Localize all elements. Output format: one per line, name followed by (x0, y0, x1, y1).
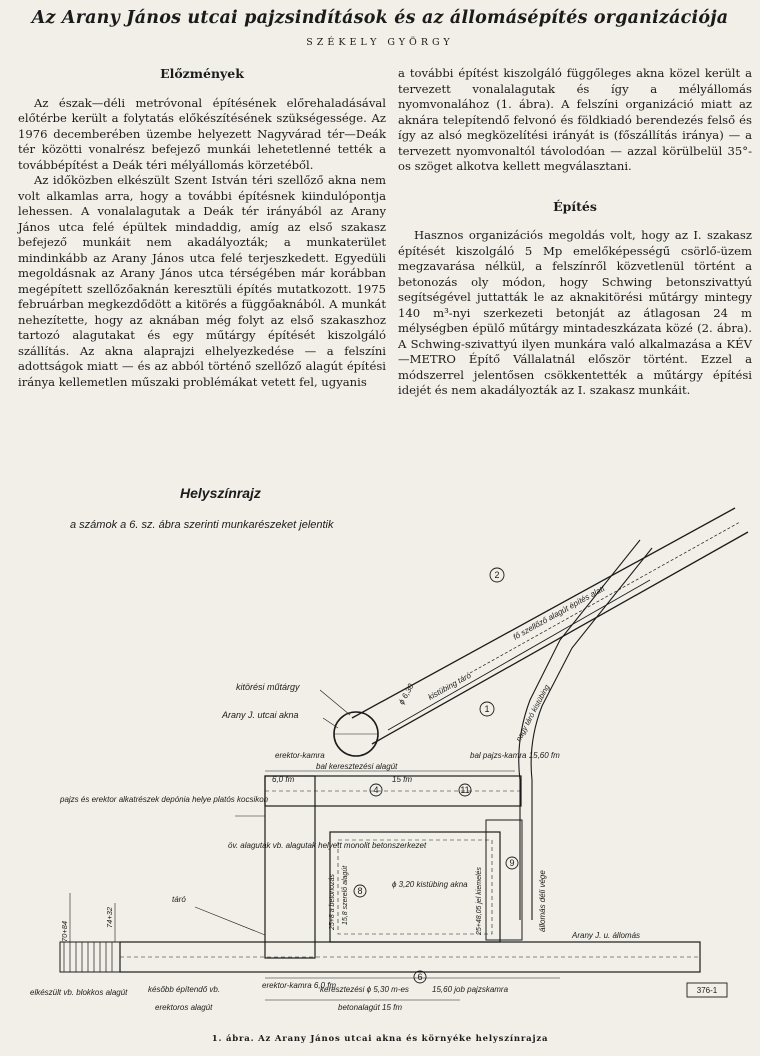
label-betonalagut: betonalagút 15 fm (338, 1003, 403, 1012)
label-jobb-pajzs: 15,60 job pajzskamra (432, 985, 509, 994)
label-akna: Arany J. utcai akna (222, 710, 299, 720)
ref-number-1: 1 (484, 704, 490, 714)
left-column (18, 66, 386, 390)
label-taro: táró (172, 895, 186, 904)
ref-number-9: 9 (509, 858, 515, 868)
label-allomas-deli: állomás déli vége (538, 870, 547, 932)
label-15fm-top: 15 fm (392, 775, 413, 784)
label-pajzs-erektor: pajzs és erektor alkatrészek depónia helye platós kocsikon (60, 795, 269, 804)
figure-caption: 1. ábra. Az Arany János utcai akna és környéke helyszínrajza (211, 1034, 549, 1044)
article-title: Az Arany János utcai pajzsindítások és az állomásépítés organizációja (31, 8, 729, 28)
paragraph: Az észak—déli metróvonal építésének előrehaladásával előtérbe került a folytatás előkészítésének szükségessége. Az 1976 decemberében üzembe helyezett Nagyvárad tér—Deák tér közötti vonalrész befejező munkái lehetetlenné tették a továbbépítést a Deák téri mélyállomás körzetéből. (18, 95, 386, 172)
ref-number-11: 11 (460, 785, 470, 795)
paragraph: a további építést kiszolgáló függőleges akna közel került a tervezett vonalalagutak és így a mélyállomás nyomvonalához (1. ábra). A felszíni organizáció miatt az aknára telepítendő felvonó és földkiadó berendezés felső és így az alsó megközelítési irányát is (főszállítás iránya) — a tervezett nyomvonaltól távolodóan — azzal körülbelül 35°-os szöget alkotva kellett megválasztani. (398, 66, 752, 173)
paragraph: Hasznos organizációs megoldás volt, hogy az I. szakasz építését kiszolgáló 5 Mp emelőképességű csörlő-üzem megzavarása nélkül, a felszínről közvetlenül történt a betonozás oly módon, hogy Schwing betonszivattyú segítségével juttatták le az aknakitörési műtárgy mintegy 140 m³-nyi szerkezeti betonját az átlagosan 24 m mélységben épülő műtárgy mintadeszkázata közé (2. ábra). A Schwing-szivattyú ilyen munkára való alkalmazása a KÉV—METRO Építő Vállalatnál először történt. Ezzel a módszerrel jelentősen csökkentették a műtárgy építési idejét és nem akadályozták az I. szakasz munkáit. (398, 228, 752, 397)
label-kistubing-taro: kistübing táró (426, 670, 473, 702)
ref-number-4: 4 (373, 785, 379, 795)
section-heading-elozmenyek: Előzmények (160, 66, 244, 81)
label-szerelo: 15,8 szerelő alagút (342, 865, 349, 925)
label-elkeszult: elkészült vb. blokkos alagút (30, 988, 128, 997)
label-nagy-taro: nagy táró kistübing (513, 683, 552, 743)
diagram-title: Helyszínrajz (180, 485, 261, 501)
label-fo-szellozo: fő szellőző alagút építés alatt (511, 583, 607, 642)
label-kistubing-akna: ϕ 3,20 kistübing akna (392, 880, 468, 889)
label-6fm-top: 6,0 fm (272, 775, 295, 784)
site-plan-diagram (0, 480, 760, 1020)
label-vert-25: 25+8 a betonozás (329, 874, 336, 930)
label-vert-r: 25+48,05 jel kiemelés (476, 867, 483, 935)
label-bal-pajzs: bal pajzs-kamra 15,60 fm (470, 751, 560, 760)
label-kesobb: később építendő vb. (148, 985, 221, 994)
ref-number-2: 2 (494, 570, 500, 580)
ref-number-8: 8 (357, 886, 363, 896)
label-d630: ϕ 6,30 (396, 682, 416, 706)
label-erektoros: erektoros alagút (155, 1003, 213, 1012)
figure-ref-number: 376-1 (696, 986, 718, 995)
right-column (398, 66, 752, 399)
ref-number-6: 6 (417, 972, 423, 982)
label-dim-70: 70+84 (60, 920, 69, 942)
label-erektor-kamra-top: erektor-kamra (275, 751, 325, 760)
section-heading-epites: Építés (553, 198, 597, 214)
label-arany-allomas: Arany J. u. állomás (572, 931, 641, 940)
paragraph: Az időközben elkészült Szent István téri szellőző akna nem volt alkamlas arra, hogy a további építésnek kiindulópontja lehessen. A vonalalagutak a Deák tér irányából az Arany János utca felé épültek mindaddig, amíg az első szakasz befejező munkáit nem akadályozták; a munkaterület mindinkább az Arany János utca felé terjeszkedett. Egyedüli megoldásnak az Arany János utca térségében már korábban megépített szellőzőaknán keresztüli építés mutatkozott. 1975 februárban megkezdődött a kitörés a függőaknából. A munkát nehezítette, hogy az aknában még folyt az első szakaszhoz tartozó alagutakat és egy műtárgy építését kiszolgáló szállítás. Az akna alaprajzi elhelyezkedése — a felszíni adottságok miatt — és az abból történő szellőző alagút építési iránya kellemetlen műszaki problémákat vetett fel, ugyanis (18, 173, 386, 389)
label-dim-74: 74+32 (105, 906, 114, 928)
article-author: SZÉKELY GYÖRGY (306, 37, 454, 48)
label-kitoresi: kitörési műtárgy (236, 682, 300, 692)
label-bal-kereszt: bal keresztezési alagút (316, 762, 398, 771)
diagram-subtitle: a számok a 6. sz. ábra szerinti munkarészeket jelentik (70, 519, 334, 531)
label-ov-alagutak: öv. alagutak vb. alagutak helyett monolit betonszerkezet (228, 841, 427, 850)
label-erektor-kamra-bot: erektor-kamra 6,0 fm (262, 981, 337, 990)
label-kereszt-bot: keresztezési ϕ 5,30 m-es (320, 985, 409, 994)
